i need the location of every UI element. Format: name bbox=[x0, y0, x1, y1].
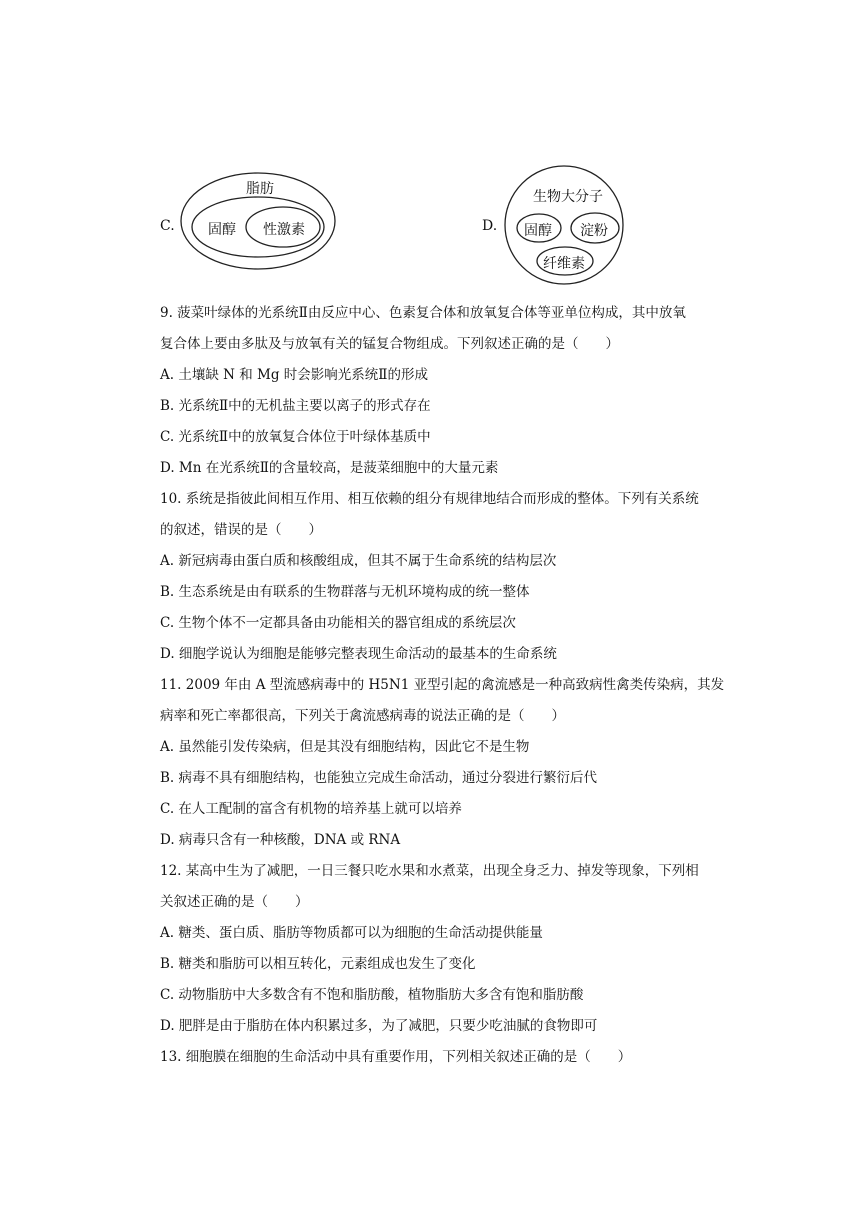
diagram-d-outer-label: 生物大分子 bbox=[533, 189, 603, 205]
diagram-c-inner-label: 性激素 bbox=[263, 222, 305, 238]
question-10-option-d: D. 细胞学说认为细胞是能够完整表现生命活动的最基本的生命系统 bbox=[160, 646, 557, 662]
option-c-label: C. bbox=[160, 218, 175, 234]
diagram-c-outer-label: 脂肪 bbox=[246, 181, 274, 197]
question-9-stem-line-2: 复合体上要由多肽及与放氧有关的锰复合物组成。下列叙述正确的是（ ） bbox=[160, 336, 619, 352]
question-9-stem-line-1: 9. 菠菜叶绿体的光系统Ⅱ由反应中心、色素复合体和放氧复合体等亚单位构成，其中放氧 bbox=[160, 305, 686, 321]
question-11-option-b: B. 病毒不具有细胞结构，也能独立完成生命活动，通过分裂进行繁衍后代 bbox=[160, 770, 598, 786]
question-10-stem-line-2: 的叙述，错误的是（ ） bbox=[160, 522, 322, 538]
question-12-option-d: D. 肥胖是由于脂肪在体内积累过多，为了减肥，只要少吃油腻的食物即可 bbox=[160, 1018, 598, 1034]
question-12-option-a: A. 糖类、蛋白质、脂肪等物质都可以为细胞的生命活动提供能量 bbox=[160, 925, 543, 941]
question-10-option-c: C. 生物个体不一定都具备由功能相关的器官组成的系统层次 bbox=[160, 615, 516, 631]
question-9-option-d: D. Mn 在光系统Ⅱ的含量较高，是菠菜细胞中的大量元素 bbox=[160, 460, 499, 476]
question-10-stem-line-1: 10. 系统是指彼此间相互作用、相互依赖的组分有规律地结合而形成的整体。下列有关系统 bbox=[160, 491, 699, 507]
question-9-option-c: C. 光系统Ⅱ中的放氧复合体位于叶绿体基质中 bbox=[160, 429, 431, 445]
question-11-option-c: C. 在人工配制的富含有机物的培养基上就可以培养 bbox=[160, 801, 462, 817]
question-11-stem-line-2: 病率和死亡率都很高，下列关于禽流感病毒的说法正确的是（ ） bbox=[160, 708, 565, 724]
diagram-c-middle-label: 固醇 bbox=[208, 222, 236, 238]
question-10-option-a: A. 新冠病毒由蛋白质和核酸组成，但其不属于生命系统的结构层次 bbox=[160, 553, 557, 569]
question-12-stem-line-2: 关叙述正确的是（ ） bbox=[160, 894, 309, 910]
diagram-d-item3-label: 纤维素 bbox=[543, 256, 585, 272]
question-9-option-a: A. 土壤缺 N 和 Mg 时会影响光系统Ⅱ的形成 bbox=[160, 367, 428, 383]
diagram-d-item2-label: 淀粉 bbox=[580, 223, 608, 239]
option-d-label: D. bbox=[482, 218, 498, 234]
question-11-stem-line-1: 11. 2009 年由 A 型流感病毒中的 H5N1 亚型引起的禽流感是一种高致病性禽类传染病，其发 bbox=[160, 677, 725, 693]
question-12-stem-line-1: 12. 某高中生为了减肥，一日三餐只吃水果和水煮菜，出现全身乏力、掉发等现象，下列相 bbox=[160, 863, 699, 879]
question-11-option-a: A. 虽然能引发传染病，但是其没有细胞结构，因此它不是生物 bbox=[160, 739, 530, 755]
question-9-option-b: B. 光系统Ⅱ中的无机盐主要以离子的形式存在 bbox=[160, 398, 431, 414]
question-13-stem: 13. 细胞膜在细胞的生命活动中具有重要作用，下列相关叙述正确的是（ ） bbox=[160, 1049, 632, 1065]
diagram-d-item1-label: 固醇 bbox=[524, 223, 552, 239]
question-11-option-d: D. 病毒只含有一种核酸，DNA 或 RNA bbox=[160, 832, 401, 848]
question-12-option-b: B. 糖类和脂肪可以相互转化，元素组成也发生了变化 bbox=[160, 956, 476, 972]
question-10-option-b: B. 生态系统是由有联系的生物群落与无机环境构成的统一整体 bbox=[160, 584, 530, 600]
question-12-option-c: C. 动物脂肪中大多数含有不饱和脂肪酸，植物脂肪大多含有饱和脂肪酸 bbox=[160, 987, 584, 1003]
